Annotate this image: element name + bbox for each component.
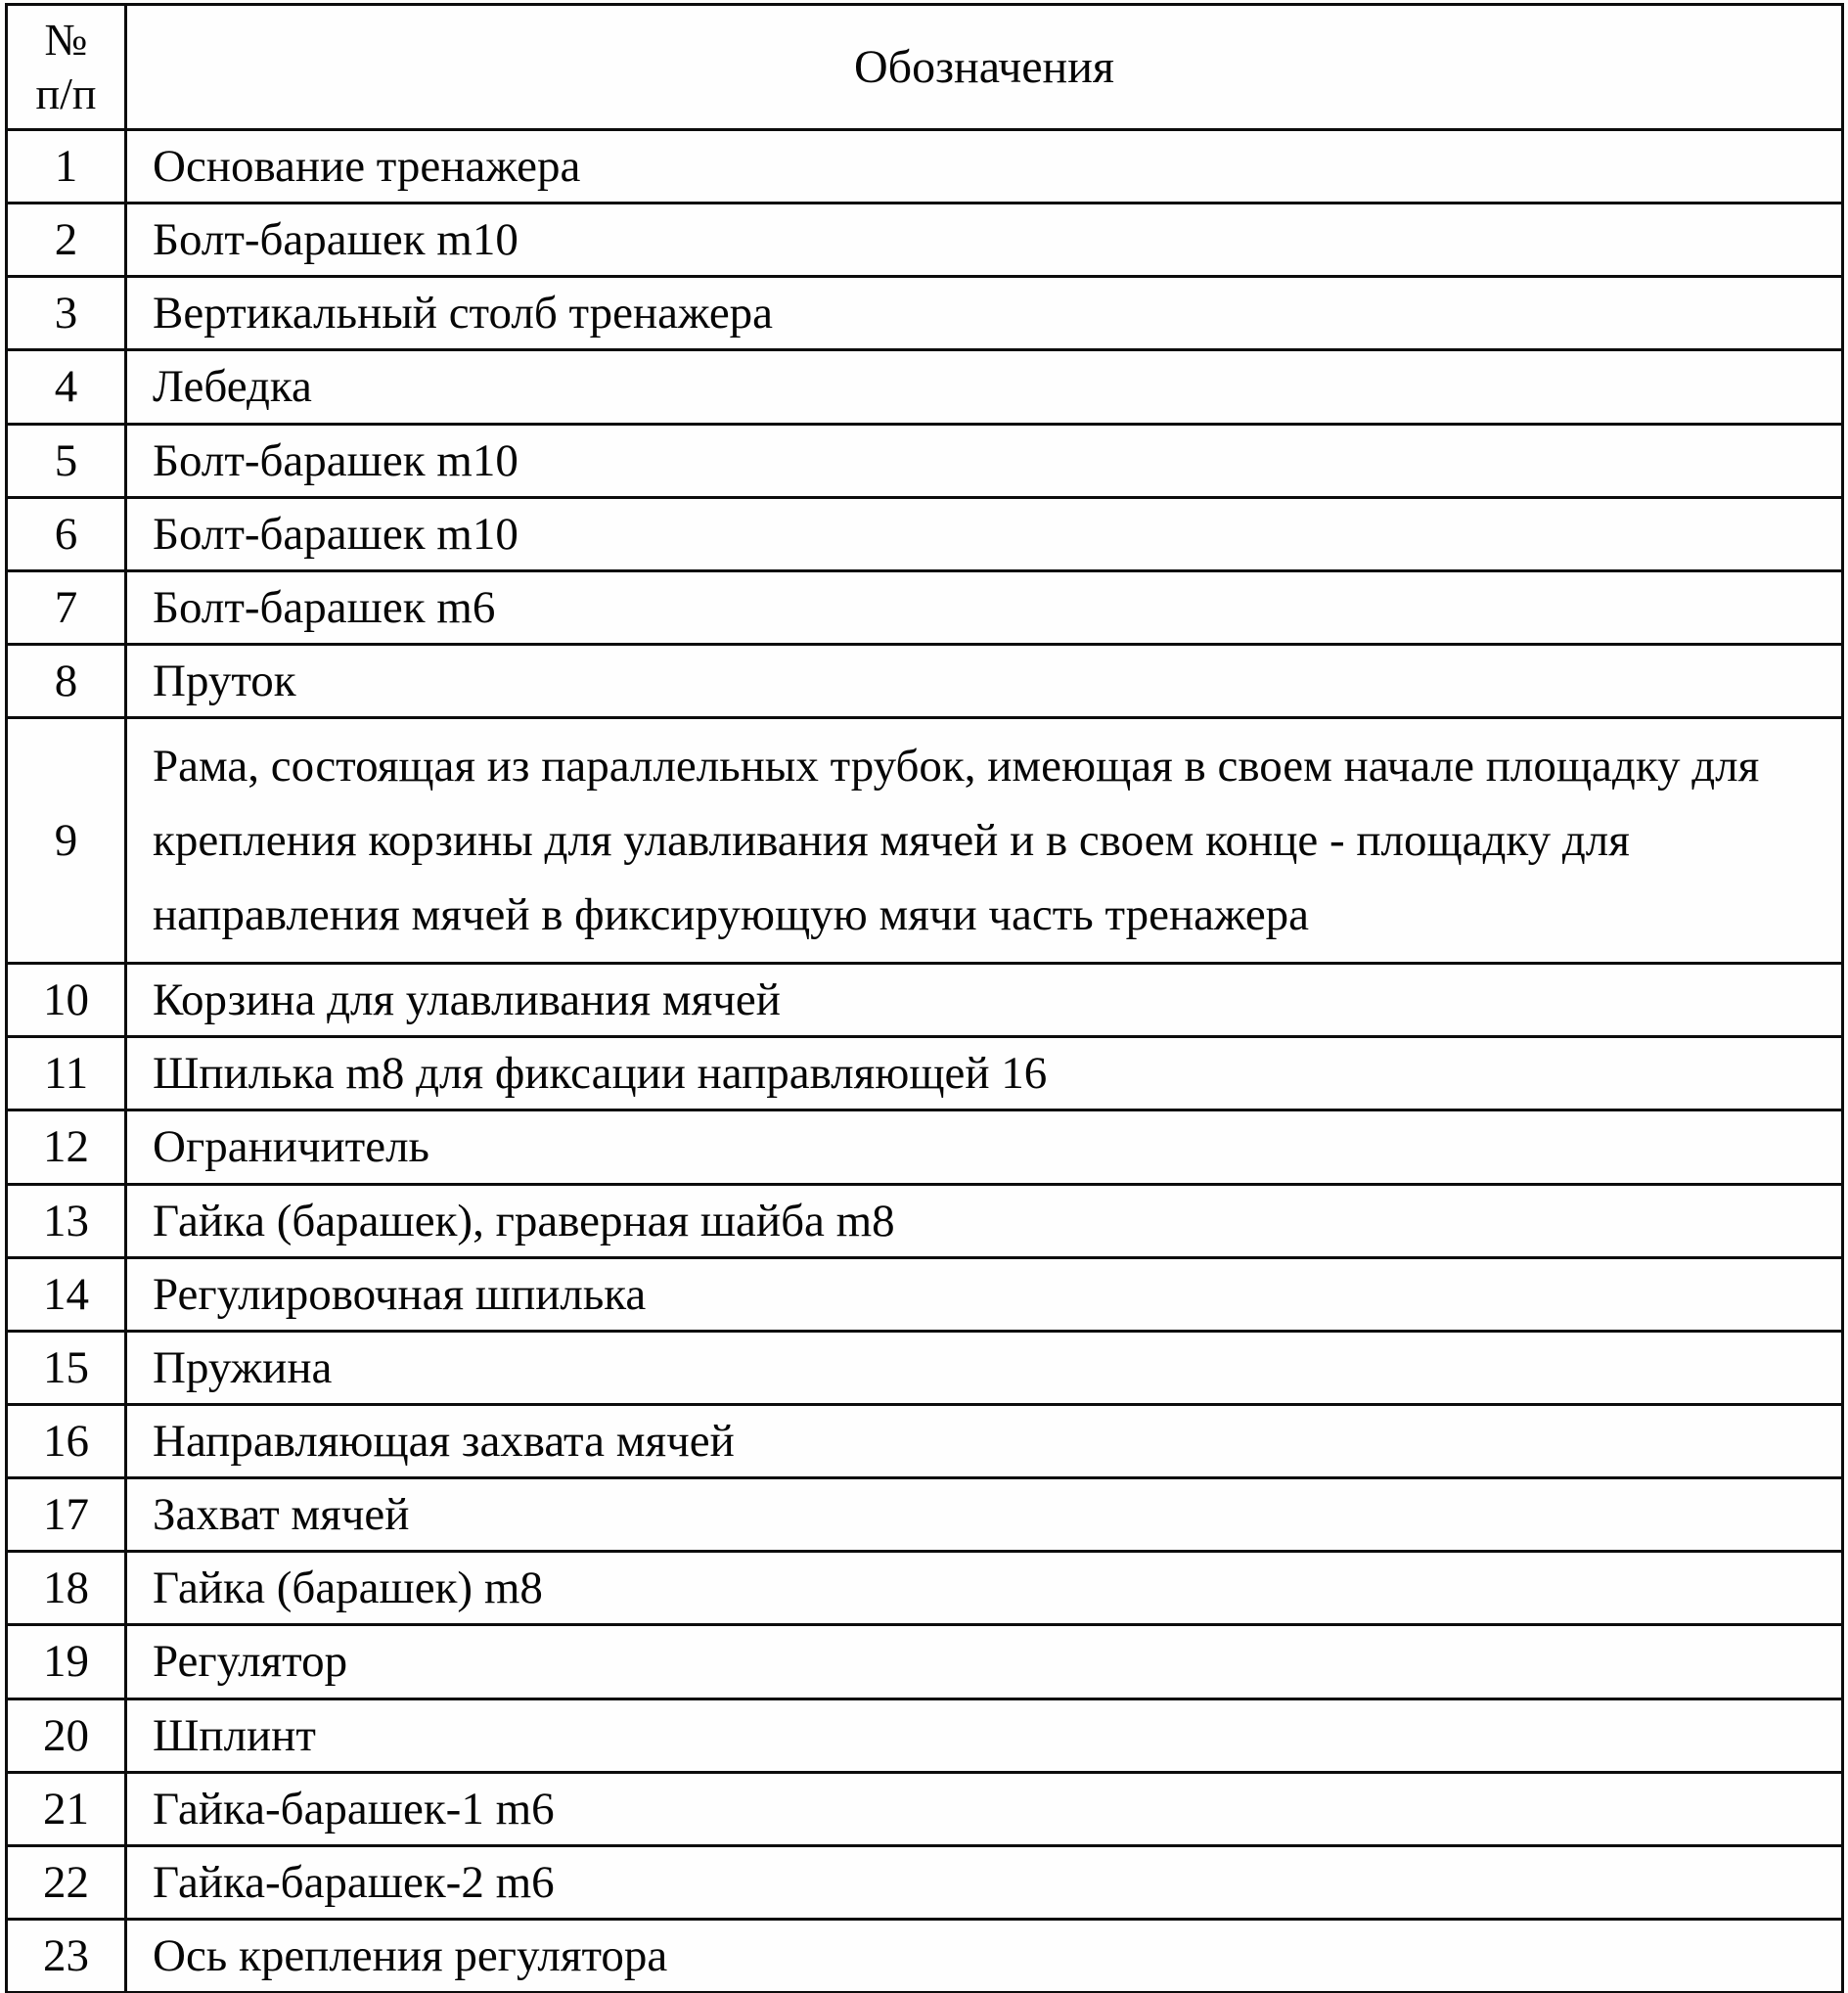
row-label: Болт-барашек m10: [126, 424, 1843, 497]
row-number: 23: [7, 1919, 126, 1992]
row-label: Гайка (барашек) m8: [126, 1552, 1843, 1625]
table-row: [7, 424, 1843, 497]
table-row: [7, 644, 1843, 717]
table-row: [7, 350, 1843, 424]
row-number: 12: [7, 1110, 126, 1184]
table-row: [7, 1772, 1843, 1845]
row-number: 14: [7, 1257, 126, 1331]
row-label: Рама, состоящая из параллельных трубок, имеющая в своем начале площадку для крепления корзины для улавливания мячей и в своем конце - площадку для направления мячей в фиксирующую мячи часть тренажера: [126, 718, 1843, 964]
row-number: 10: [7, 964, 126, 1037]
row-number: 16: [7, 1404, 126, 1477]
header-num-cell: [7, 5, 126, 130]
row-label: Гайка (барашек), граверная шайба m8: [126, 1184, 1843, 1257]
row-number: 4: [7, 350, 126, 424]
row-number: 6: [7, 497, 126, 570]
table-row: [7, 1552, 1843, 1625]
row-number: 17: [7, 1478, 126, 1552]
row-number: 8: [7, 644, 126, 717]
row-number: 18: [7, 1552, 126, 1625]
row-label: Корзина для улавливания мячей: [126, 964, 1843, 1037]
row-label: Ограничитель: [126, 1110, 1843, 1184]
row-label: Захват мячей: [126, 1478, 1843, 1552]
table-row: [7, 1257, 1843, 1331]
header-num-line1: №: [44, 15, 88, 66]
row-label: Регулятор: [126, 1625, 1843, 1699]
row-label: Вертикальный столб тренажера: [126, 277, 1843, 350]
row-label: Шпилька m8 для фиксации направляющей 16: [126, 1037, 1843, 1110]
row-label: Гайка-барашек-2 m6: [126, 1845, 1843, 1919]
row-number: 3: [7, 277, 126, 350]
table-row: [7, 1110, 1843, 1184]
row-label: Болт-барашек m6: [126, 570, 1843, 644]
parts-table: [5, 3, 1844, 1993]
table-row: [7, 570, 1843, 644]
row-label: Пружина: [126, 1331, 1843, 1404]
row-number: 9: [7, 718, 126, 964]
table-row: [7, 964, 1843, 1037]
header-num-line2: п/п: [35, 68, 97, 118]
table-row: [7, 1404, 1843, 1477]
row-number: 11: [7, 1037, 126, 1110]
table-row: [7, 1478, 1843, 1552]
header-desc-cell: Обозначения: [126, 5, 1843, 130]
row-number: 21: [7, 1772, 126, 1845]
row-label: Пруток: [126, 644, 1843, 717]
table-row: [7, 1625, 1843, 1699]
row-label: Гайка-барашек-1 m6: [126, 1772, 1843, 1845]
table-row: [7, 1699, 1843, 1772]
row-label: Шплинт: [126, 1699, 1843, 1772]
row-number: 1: [7, 130, 126, 204]
row-label: Ось крепления регулятора: [126, 1919, 1843, 1992]
row-label: Лебедка: [126, 350, 1843, 424]
table-row: [7, 1845, 1843, 1919]
row-number: 22: [7, 1845, 126, 1919]
row-label: Направляющая захвата мячей: [126, 1404, 1843, 1477]
table-row: [7, 1919, 1843, 1992]
table-row: [7, 204, 1843, 277]
table-row: [7, 497, 1843, 570]
table-row: [7, 277, 1843, 350]
header-row: [7, 5, 1843, 130]
row-number: 20: [7, 1699, 126, 1772]
row-number: 7: [7, 570, 126, 644]
row-number: 2: [7, 204, 126, 277]
table-row: [7, 130, 1843, 204]
row-label: Основание тренажера: [126, 130, 1843, 204]
table-row: [7, 1184, 1843, 1257]
table-row: [7, 1037, 1843, 1110]
table-row: [7, 1331, 1843, 1404]
row-label: Болт-барашек m10: [126, 204, 1843, 277]
row-number: 15: [7, 1331, 126, 1404]
row-number: 13: [7, 1184, 126, 1257]
row-label: Регулировочная шпилька: [126, 1257, 1843, 1331]
row-number: 19: [7, 1625, 126, 1699]
table-row: [7, 718, 1843, 964]
row-label: Болт-барашек m10: [126, 497, 1843, 570]
row-number: 5: [7, 424, 126, 497]
